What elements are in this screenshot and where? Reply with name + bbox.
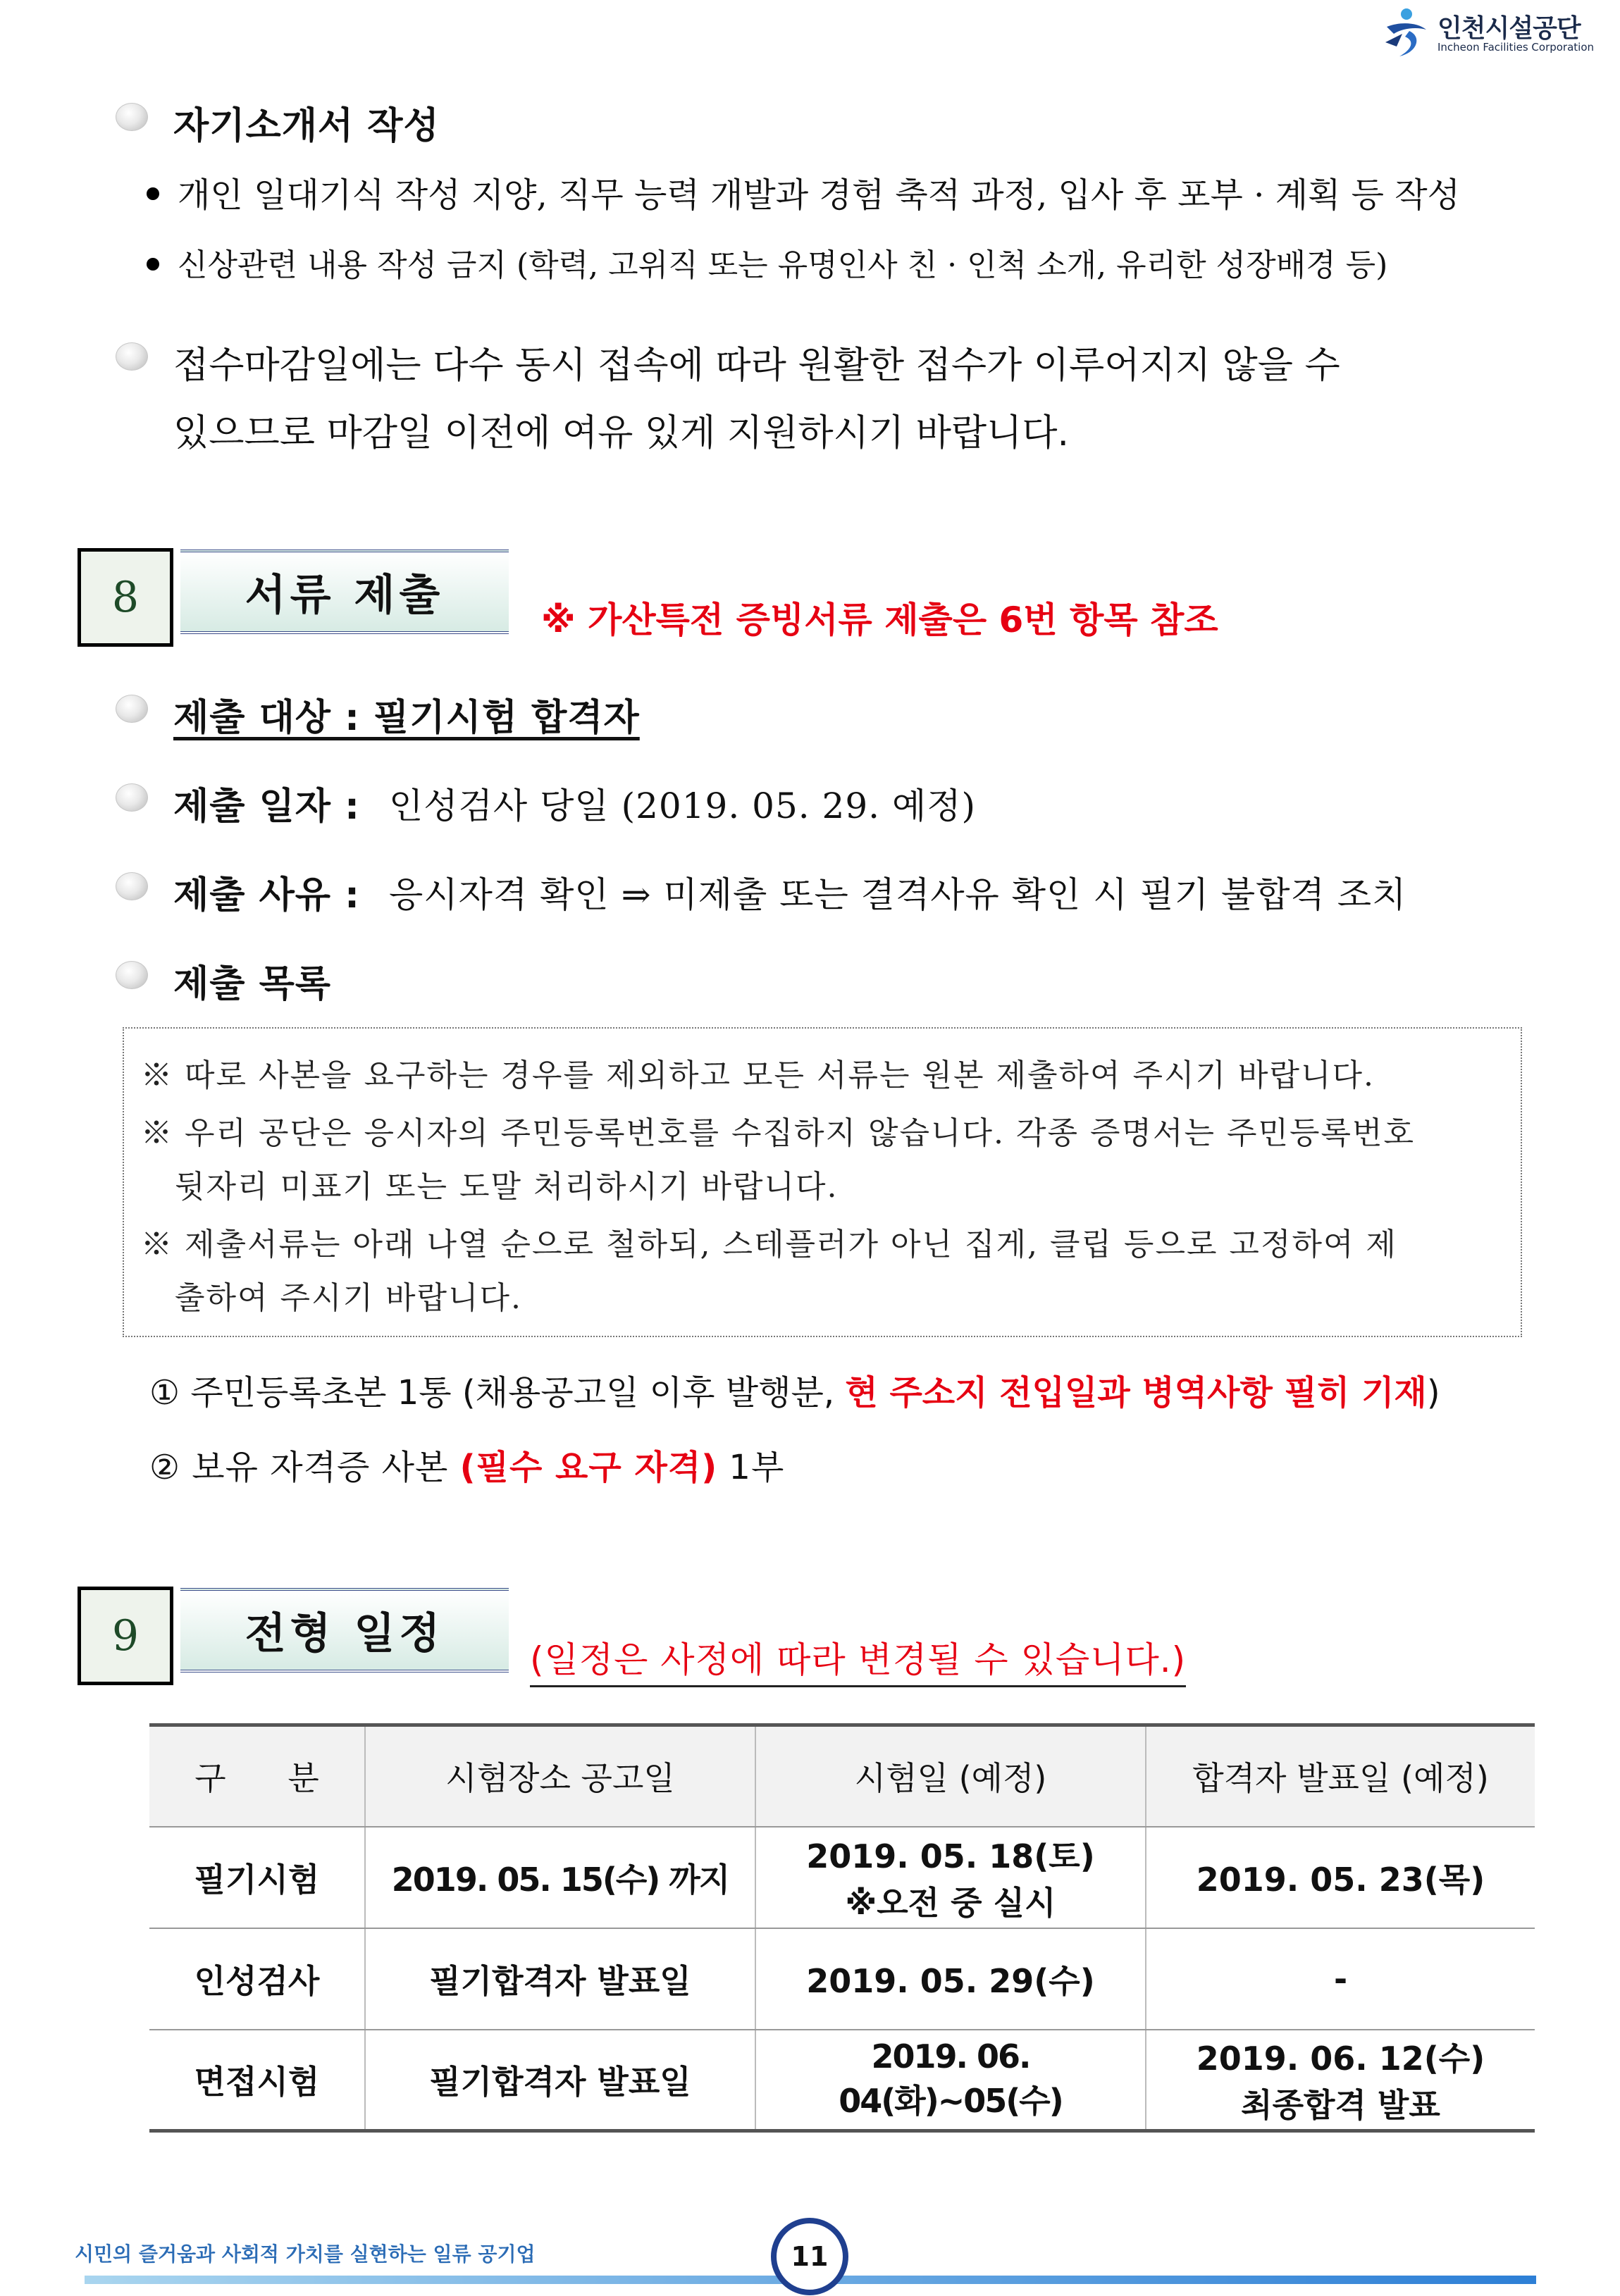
table-cell: 필기합격자 발표일 bbox=[365, 1928, 755, 2030]
note-line: ※ 제출서류는 아래 나열 순으로 철하되, 스테플러가 아닌 집게, 클립 등으로 고정하여 제 bbox=[141, 1227, 1397, 1262]
bullet-circle-icon bbox=[116, 961, 148, 989]
table-cell: - bbox=[1146, 1928, 1535, 2030]
document-item-2: ② 보유 자격증 사본 (필수 요구 자격) 1부 bbox=[149, 1448, 785, 1487]
logo-name-en: Incheon Facilities Corporation bbox=[1437, 41, 1595, 54]
deadline-notice-line1: 접수마감일에는 다수 동시 접속에 따라 원활한 접수가 이루어지지 않을 수 bbox=[173, 345, 1340, 387]
section-title: 전형 일정 bbox=[180, 1588, 509, 1673]
page-number: 11 bbox=[771, 2218, 848, 2295]
self-intro-point-1: 개인 일대기식 작성 지양, 직무 능력 개발과 경험 축적 과정, 입사 후 포부 · 계획 등 작성 bbox=[178, 175, 1461, 215]
bullet-circle-icon bbox=[116, 695, 148, 723]
table-row bbox=[149, 1928, 1535, 2030]
note-line: ※ 우리 공단은 응시자의 주민등록번호를 수집하지 않습니다. 각종 증명서는 주민등록번호 bbox=[141, 1115, 1416, 1151]
table-row bbox=[149, 2030, 1535, 2131]
logo-name-kr: 인천시설공단 bbox=[1437, 14, 1581, 43]
table-cell: 2019. 05. 29(수) bbox=[755, 1928, 1146, 2030]
section-number-box: 8 bbox=[78, 548, 173, 647]
table-cell: 인성검사 bbox=[149, 1928, 365, 2030]
table-cell: 2019. 05. 15(수) 까지 bbox=[365, 1827, 755, 1928]
table-header-row bbox=[149, 1725, 1535, 1827]
note-line: 출하여 주시기 바랍니다. bbox=[175, 1280, 522, 1316]
table-cell: 2019. 05. 18(토) ※오전 중 실시 bbox=[755, 1827, 1146, 1928]
table-header-cell: 구 분 bbox=[149, 1725, 365, 1827]
bullet-circle-icon bbox=[116, 783, 148, 812]
logo-mark-icon bbox=[1381, 6, 1432, 59]
document-item-1: ① 주민등록초본 1통 (채용공고일 이후 발행분, 현 주소지 전입일과 병역사항 필히 기재) bbox=[149, 1373, 1440, 1413]
bullet-circle-icon bbox=[116, 872, 148, 900]
table-cell: 면접시험 bbox=[149, 2030, 365, 2131]
bullet-circle-icon bbox=[116, 103, 148, 131]
table-header-cell: 합격자 발표일 (예정) bbox=[1146, 1725, 1535, 1827]
table-cell: 2019. 06. 12(수) 최종합격 발표 bbox=[1146, 2030, 1535, 2131]
bullet-dot-icon bbox=[147, 187, 159, 200]
table-cell: 2019. 05. 23(목) bbox=[1146, 1827, 1535, 1928]
self-intro-point-2: 신상관련 내용 작성 금지 (학력, 고위직 또는 유명인사 친 · 인척 소개, 유리한 성장배경 등) bbox=[178, 247, 1388, 283]
note-line: ※ 따로 사본을 요구하는 경우를 제외하고 모든 서류는 원본 제출하여 주시기 바랍니다. bbox=[141, 1057, 1375, 1093]
submission-list-heading: 제출 목록 bbox=[173, 963, 332, 1005]
section-note: ※ 가산특전 증빙서류 제출은 6번 항목 참조 bbox=[541, 600, 1218, 640]
table-cell: 필기시험 bbox=[149, 1827, 365, 1928]
table-cell: 필기합격자 발표일 bbox=[365, 2030, 755, 2131]
table-row bbox=[149, 1827, 1535, 1928]
deadline-notice-line2: 있으므로 마감일 이전에 여유 있게 지원하시기 바랍니다. bbox=[173, 412, 1070, 454]
section-number-box: 9 bbox=[78, 1587, 173, 1685]
submission-target: 제출 대상 : 필기시험 합격자 bbox=[173, 697, 640, 739]
corporation-logo bbox=[1381, 6, 1593, 62]
bullet-circle-icon bbox=[116, 342, 148, 371]
section-title: 서류 제출 bbox=[180, 550, 509, 634]
self-intro-heading: 자기소개서 작성 bbox=[173, 105, 440, 147]
bullet-dot-icon bbox=[147, 258, 159, 271]
footer-slogan: 시민의 즐거움과 사회적 가치를 실현하는 일류 공기업 bbox=[75, 2242, 536, 2266]
schedule-note: (일정은 사정에 따라 변경될 수 있습니다.) bbox=[530, 1632, 1186, 1687]
note-line: 뒷자리 미표기 또는 도말 처리하시기 바랍니다. bbox=[175, 1169, 839, 1205]
submission-reason-label: 제출 사유 : bbox=[173, 874, 360, 917]
table-header-cell: 시험장소 공고일 bbox=[365, 1725, 755, 1827]
schedule-table bbox=[149, 1723, 1535, 2133]
submission-reason-value: 응시자격 확인 ⇒ 미제출 또는 결격사유 확인 시 필기 불합격 조치 bbox=[389, 874, 1407, 915]
submission-date-label: 제출 일자 : bbox=[173, 786, 360, 828]
submission-date-value: 인성검사 당일 (2019. 05. 29. 예정) bbox=[389, 786, 977, 826]
table-cell: 2019. 06. 04(화)~05(수) bbox=[755, 2030, 1146, 2131]
table-header-cell: 시험일 (예정) bbox=[755, 1725, 1146, 1827]
